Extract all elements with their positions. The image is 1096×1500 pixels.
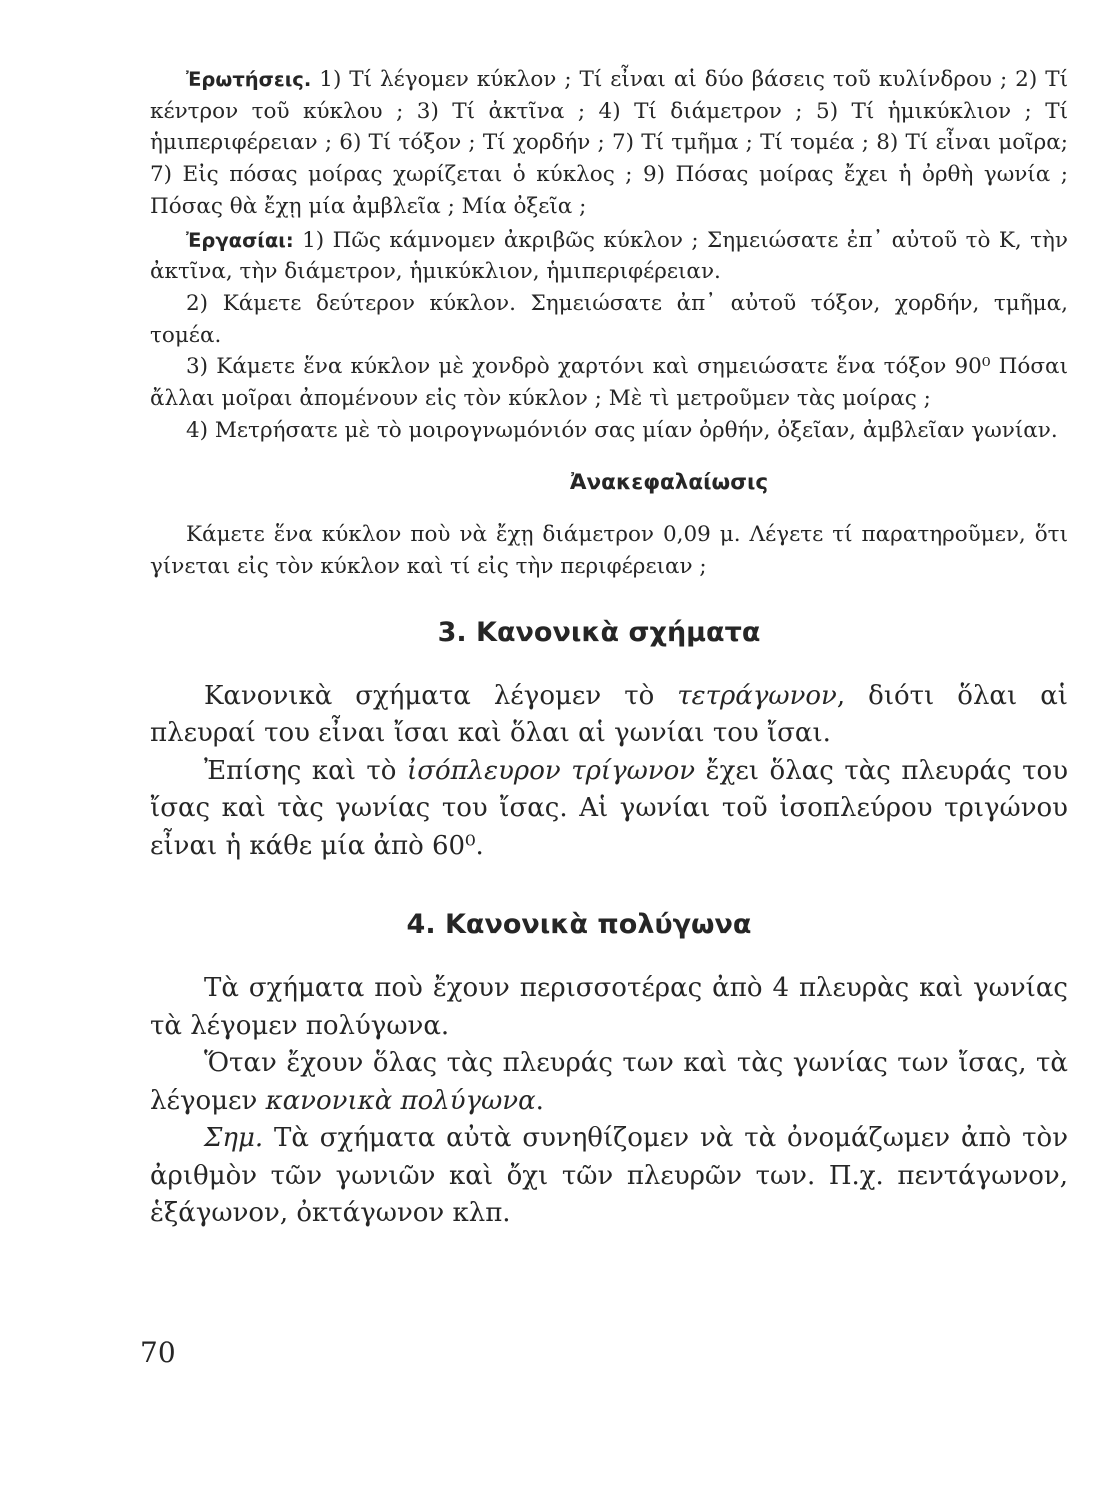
exercise-1 <box>150 225 1068 288</box>
section-4-p2-text-b: . <box>535 1085 544 1116</box>
note-text: Τὰ σχήματα αὐτὰ συνηθίζομεν νὰ τὰ ὀνομάζωμεν ἀπὸ τὸν ἀριθμὸν τῶν γωνιῶν καὶ ὄχι τῶν πλευρῶν των. Π.χ. πεντάγωνον, ἑξάγωνον, ὀκτάγωνον κλπ. <box>150 1123 1068 1229</box>
section-4-paragraph-2 <box>150 1045 1068 1120</box>
exercise-3: 3) Κάμετε ἕνα κύκλον μὲ χονδρὸ χαρτόνι καὶ σημειώσατε ἕνα τόξον 90⁰ Πόσαι ἄλλαι μοῖραι ἀπομένουν εἰς τὸν κύκλον ; Μὲ τὶ μετροῦμεν τὰς μοίρας ; <box>150 354 1068 412</box>
section-3-paragraph-1 <box>150 678 1068 753</box>
exercises-label: Ἐργασίαι: <box>186 228 294 252</box>
recap-text: Κάμετε ἕνα κύκλον ποὺ νὰ ἔχῃ διάμετρον 0,09 μ. Λέγετε τί παρατηροῦμεν, ὅτι γίνεται εἰς τὸν κύκλον καὶ τί εἰς τὴν περιφέρειαν ; <box>150 522 1068 580</box>
section-3-p1-emphasis: τετράγωνον <box>677 680 837 711</box>
questions-label: Ἐρωτήσεις. <box>186 68 312 91</box>
questions-text: 1) Τί λέγομεν κύκλον ; Τί εἶναι αἱ δύο βάσεις τοῦ κυλίνδρου ; 2) Τί κέντρον τοῦ κύκλου ; 3) Τί ἀκτῖνα ; 4) Τί διάμετρον ; 5) Τί ἡμικύκλιον ; Τί ἡμιπεριφέρειαν ; 6) Τί τόξον ; Τί χορδήν ; 7) Τί τμῆμα ; Τί τομέα ; 8) Τί εἶναι μοῖρα; 7) Εἰς πόσας μοίρας χωρίζεται ὁ κύκλος ; 9) Πόσας μοίρας ἔχει ἡ ὀρθὴ γωνία ; Πόσας θὰ ἔχῃ μία ἀμβλεῖα ; Μία ὀξεῖα ; <box>150 67 1068 219</box>
book-page <box>150 64 1068 1233</box>
recap-heading: Ἀνακεφαλαίωσις <box>569 470 769 496</box>
section-3-p2-emphasis: ἰσόπλευρον τρίγωνον <box>407 755 696 786</box>
section-3-paragraph-2 <box>150 753 1068 866</box>
section-3-heading: 3. Κανονικὰ σχήματα <box>437 616 761 648</box>
section-3-p2-text-a: Ἐπίσης καὶ τὸ <box>204 755 408 786</box>
section-4-note <box>150 1120 1068 1233</box>
questions-paragraph <box>150 64 1068 223</box>
exercise-2: 2) Κάμετε δεύτερον κύκλον. Σημειώσατε ἀπ᾽ αὐτοῦ τόξον, χορδήν, τμῆμα, τομέα. <box>150 290 1068 348</box>
section-4-p2-text-a: Ὅταν ἔχουν ὅλας τὰς πλευράς των καὶ τὰς γωνίας των ἴσας, τὰ λέγομεν <box>150 1048 1068 1116</box>
exercise-4: 4) Μετρήσατε μὲ τὸ μοιρογνωμόνιόν σας μίαν ὀρθήν, ὀξεῖαν, ἀμβλεῖαν γωνίαν. <box>186 417 1058 443</box>
section-4-paragraph-1: Τὰ σχήματα ποὺ ἔχουν περισσοτέρας ἀπὸ 4 πλευρὰς καὶ γωνίας τὰ λέγομεν πολύγωνα. <box>150 973 1068 1041</box>
section-4-heading: 4. Κανονικὰ πολύγωνα <box>406 909 752 941</box>
page-number: 70 <box>140 1336 176 1369</box>
section-3-p2-text-b: ἔχει ὅλας τὰς πλευράς του ἴσας καὶ τὰς γωνίας του ἴσας. Αἱ γωνίαι τοῦ ἰσοπλεύρου τριγώνου εἶναι ἡ κάθε μία ἀπὸ 60⁰. <box>150 755 1069 861</box>
note-label: Σημ. <box>204 1123 264 1154</box>
section-3-p1-text-b: , διότι ὅλαι αἱ πλευραί του εἶναι ἴσαι καὶ ὅλαι αἱ γωνίαι του ἴσαι. <box>150 680 1068 749</box>
exercise-1-text: 1) Πῶς κάμνομεν ἀκριβῶς κύκλον ; Σημειώσατε ἐπ᾽ αὐτοῦ τὸ Κ, τὴν ἀκτῖνα, τὴν διάμετρον, ἡμικύκλιον, ἡμιπεριφέρειαν. <box>150 227 1068 285</box>
section-3-p1-text-a: Κανονικὰ σχήματα λέγομεν τὸ <box>204 680 678 711</box>
section-4-p2-emphasis: κανονικὰ πολύγωνα <box>265 1085 536 1116</box>
